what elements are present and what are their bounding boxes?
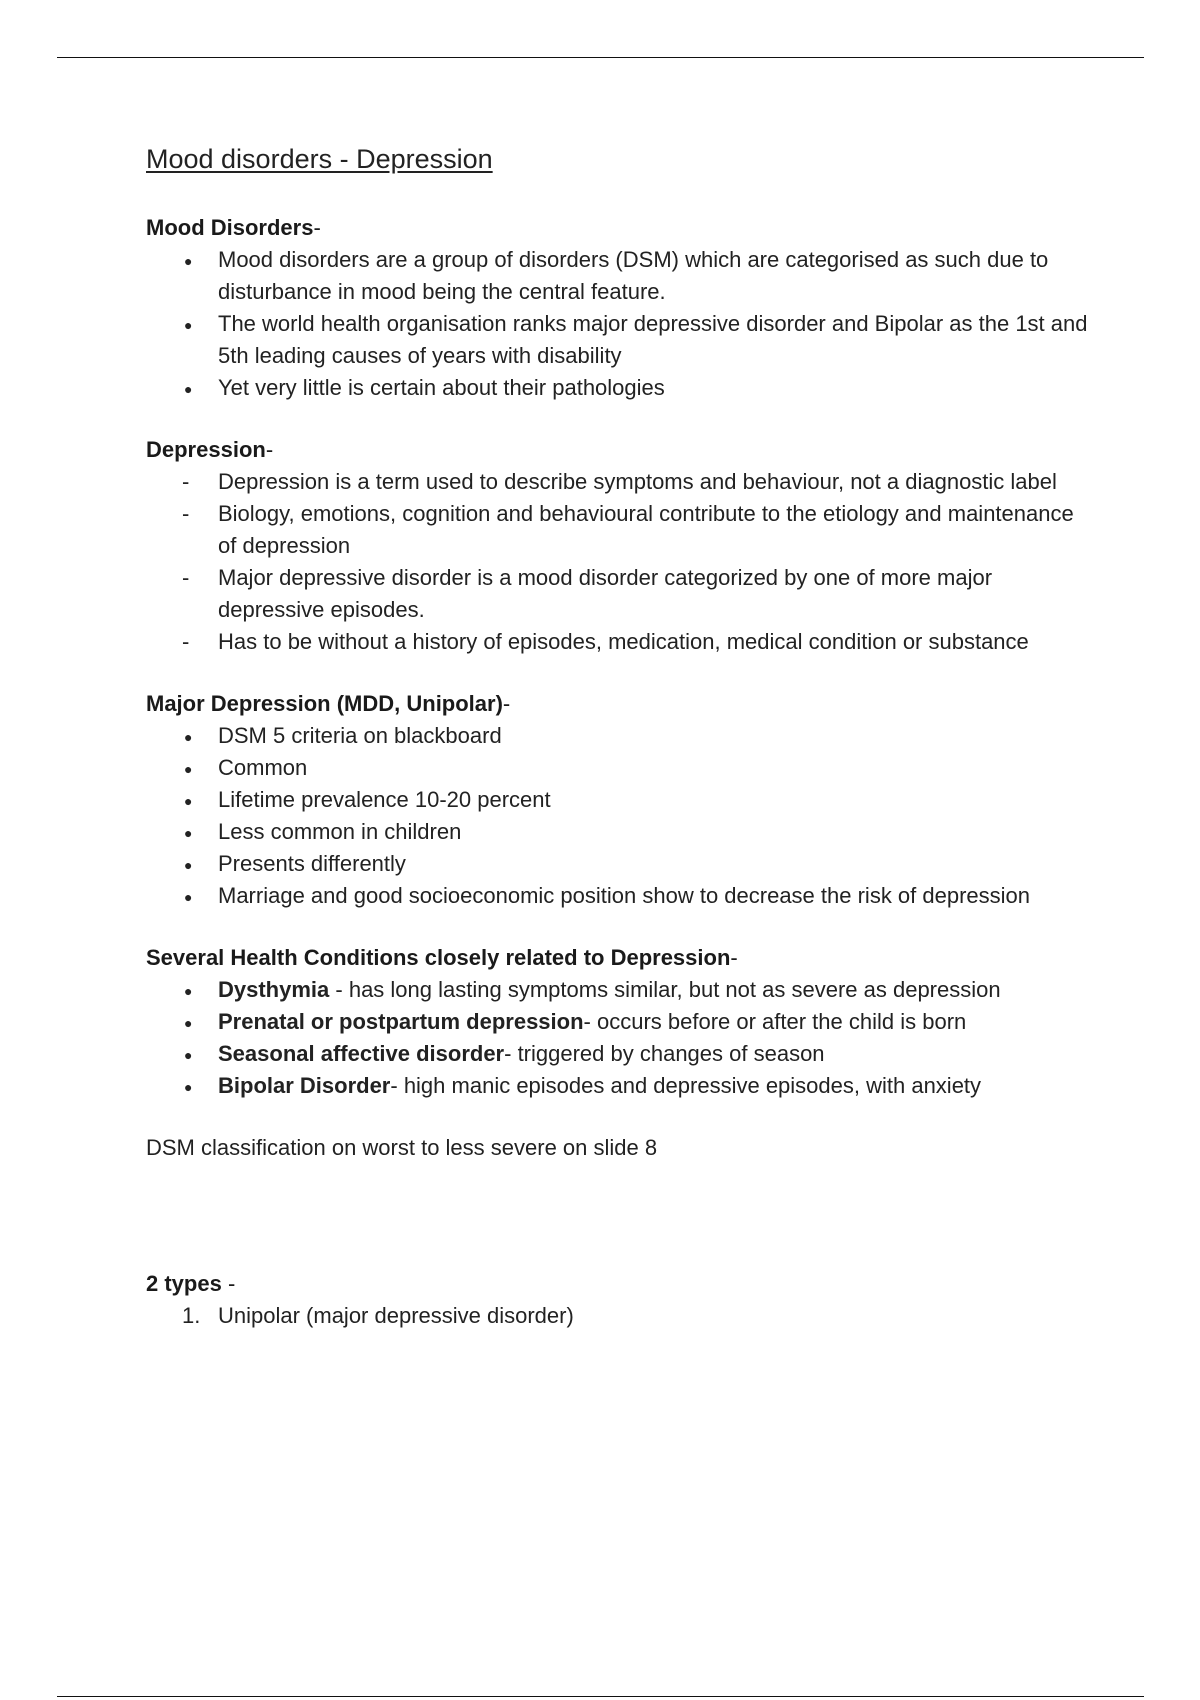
condition-term: Dysthymia: [218, 977, 330, 1002]
list-item: [146, 1006, 1096, 1038]
list-item: [146, 880, 1096, 912]
list-item-text: Biology, emotions, cognition and behavioural contribute to the etiology and maintenance of depression: [218, 501, 1074, 558]
condition-term: Bipolar Disorder: [218, 1073, 391, 1098]
list-item: [146, 1300, 1096, 1332]
section-heading: [146, 212, 1096, 244]
heading-suffix: -: [502, 691, 511, 716]
list-item: [146, 372, 1096, 404]
list-item: [146, 626, 1096, 658]
list-item-text: The world health organisation ranks major depressive disorder and Bipolar as the 1st and 5th leading causes of years with disability: [218, 311, 1088, 368]
list-item-text: Presents differently: [218, 851, 406, 876]
list-item: [146, 1070, 1096, 1102]
list-item: [146, 720, 1096, 752]
bullet-icon: ●: [184, 253, 193, 269]
heading-text: Depression: [146, 437, 266, 462]
condition-description: - has long lasting symptoms similar, but not as severe as depression: [329, 977, 1001, 1002]
bottom-rule: [57, 1696, 1144, 1697]
list-item-text: Major depressive disorder is a mood disorder categorized by one of more major depressive episodes.: [218, 565, 993, 622]
list-item: [146, 498, 1096, 562]
document-body: [146, 142, 1096, 1362]
bullet-icon: ●: [184, 793, 193, 809]
list-item: [146, 974, 1096, 1006]
condition-description: - occurs before or after the child is born: [583, 1009, 967, 1034]
section-heading: [146, 942, 1096, 974]
bullet-icon: ●: [184, 1047, 193, 1063]
list-item: [146, 784, 1096, 816]
list-item-text: Depression is a term used to describe symptoms and behaviour, not a diagnostic label: [218, 469, 1057, 494]
bullet-icon: ●: [184, 729, 193, 745]
list-item-text: Unipolar (major depressive disorder): [218, 1303, 574, 1328]
dash-list: [146, 466, 1096, 658]
list-item: [146, 562, 1096, 626]
list-item: [146, 848, 1096, 880]
bullet-icon: ●: [184, 983, 193, 999]
list-item: [146, 816, 1096, 848]
numbered-list: [146, 1300, 1096, 1332]
condition-term: Seasonal affective disorder: [218, 1041, 505, 1066]
bullet-icon: ●: [184, 1079, 193, 1095]
section-heading: [146, 688, 1096, 720]
list-item-text: Marriage and good socioeconomic position show to decrease the risk of depression: [218, 883, 1031, 908]
list-number: 1.: [182, 1303, 201, 1328]
condition-description: - high manic episodes and depressive episodes, with anxiety: [390, 1073, 982, 1098]
heading-text: Major Depression (MDD, Unipolar): [146, 691, 503, 716]
heading-suffix: -: [313, 215, 321, 240]
section-heading: [146, 434, 1096, 466]
bullet-icon: ●: [184, 889, 193, 905]
list-item-text: Mood disorders are a group of disorders (DSM) which are categorised as such due to disturbance in mood being the central feature.: [218, 247, 1049, 304]
list-item-text: Lifetime prevalence 10-20 percent: [218, 787, 551, 812]
section-heading: [146, 1268, 1096, 1300]
dsm-note: DSM classification on worst to less severe on slide 8: [146, 1135, 658, 1160]
heading-suffix: -: [221, 1271, 236, 1296]
bullet-icon: ●: [184, 825, 193, 841]
list-item-text: Yet very little is certain about their pathologies: [218, 375, 665, 400]
dash-icon: -: [182, 629, 190, 654]
dash-icon: -: [182, 565, 190, 590]
list-item-text: DSM 5 criteria on blackboard: [218, 723, 502, 748]
list-item-text: Common: [218, 755, 308, 780]
bullet-list: [146, 720, 1096, 912]
heading-text: 2 types: [146, 1271, 222, 1296]
list-item: [146, 752, 1096, 784]
heading-text: Mood Disorders: [146, 215, 314, 240]
bullet-icon: ●: [184, 381, 193, 397]
list-item: [146, 244, 1096, 308]
section-two-types: [146, 1268, 1096, 1332]
bullet-list: [146, 974, 1096, 1102]
bullet-icon: ●: [184, 1015, 193, 1031]
section-major-depression: [146, 688, 1096, 912]
section-related-conditions: [146, 942, 1096, 1102]
bullet-icon: ●: [184, 761, 193, 777]
dash-icon: -: [182, 501, 190, 526]
dash-icon: -: [182, 469, 190, 494]
heading-text: Several Health Conditions closely related to Depression: [146, 945, 731, 970]
bullet-icon: ●: [184, 317, 193, 333]
section-depression: [146, 434, 1096, 658]
spacer: [146, 1164, 1096, 1268]
heading-suffix: -: [265, 437, 274, 462]
list-item: [146, 466, 1096, 498]
heading-suffix: -: [730, 945, 738, 970]
condition-term: Prenatal or postpartum depression: [218, 1009, 584, 1034]
list-item: [146, 1038, 1096, 1070]
condition-description: - triggered by changes of season: [504, 1041, 825, 1066]
list-item-text: Has to be without a history of episodes, medication, medical condition or substance: [218, 629, 1029, 654]
top-rule: [57, 57, 1144, 58]
page-title: Mood disorders - Depression: [146, 144, 493, 174]
bullet-list: [146, 244, 1096, 404]
list-item-text: Less common in children: [218, 819, 462, 844]
bullet-icon: ●: [184, 857, 193, 873]
list-item: [146, 308, 1096, 372]
section-mood-disorders: [146, 212, 1096, 404]
